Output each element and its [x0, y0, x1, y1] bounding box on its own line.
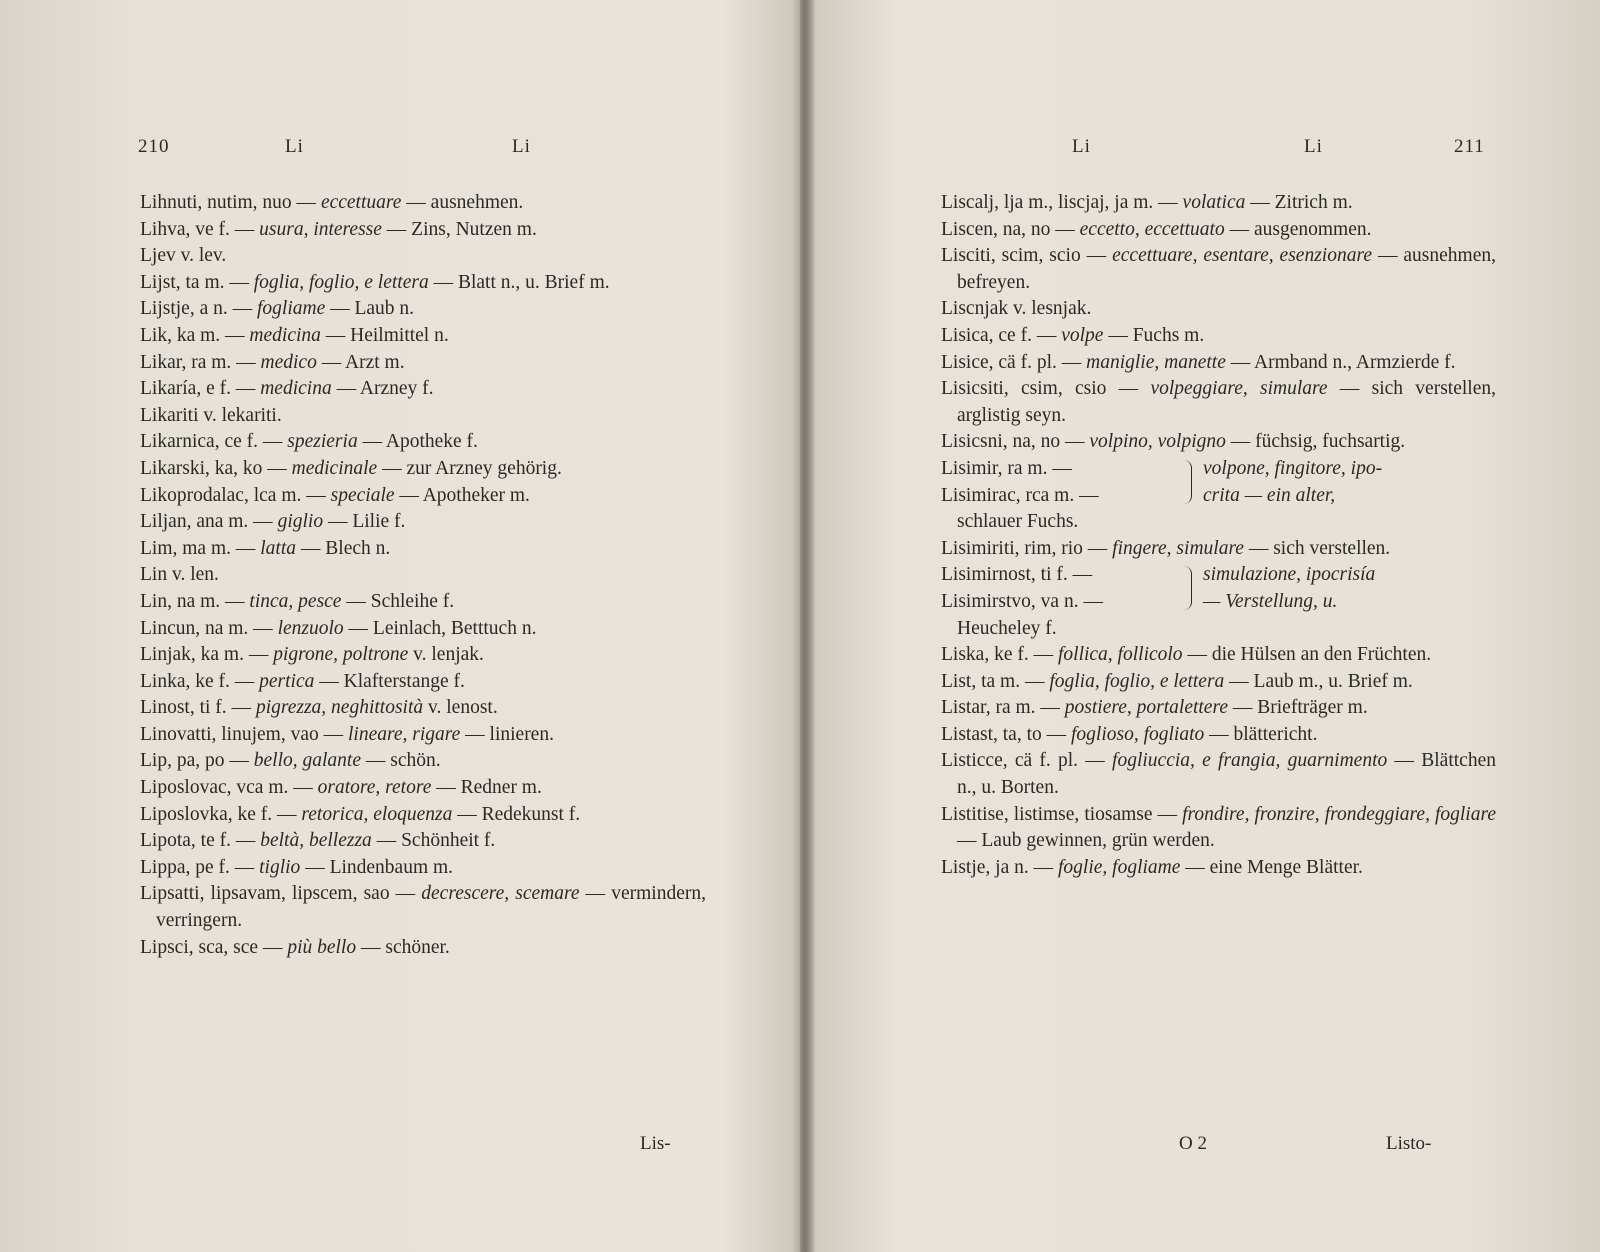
entry-italian: latta: [260, 537, 297, 559]
entry-italian: bello, galante: [253, 750, 361, 772]
entry-german: — Arzney f.: [331, 378, 434, 400]
entry-italian: tiglio: [259, 856, 301, 878]
dictionary-entry: [941, 190, 1496, 217]
entry-italian: retorica, eloquenza: [301, 803, 453, 825]
entry-german: — Zins, Nutzen m.: [381, 218, 537, 240]
entry-grammar: , na m. —: [167, 590, 250, 612]
entry-german: — Fuchs m.: [1103, 324, 1205, 346]
entry-grammar: , ke f. —: [984, 644, 1058, 666]
entry-italian: volpe: [1061, 324, 1104, 346]
left-entries: [140, 190, 706, 961]
entry-group-lisimirnost: [941, 562, 1496, 642]
entry-italian: lenzuolo: [277, 617, 344, 639]
entry-italian: eccettuare: [320, 192, 402, 213]
dictionary-entry: [941, 855, 1496, 882]
entry-grammar: , te f. —: [190, 830, 261, 852]
entry-italian: foglia, foglio, e lettera: [1049, 670, 1225, 692]
entry-german: — füchsig, fuchsartig.: [1225, 431, 1406, 453]
entry-headline: Lisimirac, rca m. —: [941, 484, 1099, 506]
entry-headword: Lik: [140, 324, 168, 346]
entry-italian: maniglie, manette: [1086, 351, 1226, 373]
entry-group-lisimir: [941, 456, 1496, 536]
entry-grammar: v. len.: [167, 564, 219, 586]
signature-mark: O 2: [1179, 1133, 1207, 1154]
entry-grammar: , na, no —: [992, 218, 1080, 240]
dictionary-entry: [140, 642, 706, 669]
entry-headword: Lijst: [140, 271, 176, 293]
entry-grammar: , linujem, vao —: [211, 723, 348, 745]
entry-german: — Redekunst f.: [452, 803, 581, 825]
dictionary-entry: [140, 217, 706, 244]
entry-german: — linieren.: [460, 723, 554, 745]
entry-german: — vermindern, verringern.: [156, 883, 706, 932]
entry-grammar: , ta m. —: [175, 271, 254, 293]
dictionary-entry: [140, 589, 706, 616]
entry-grammar: , ve f. —: [185, 218, 260, 240]
entry-headword: Lijstje: [140, 298, 190, 320]
right-entries: [941, 190, 1496, 881]
entry-grammar: , lipsavam, lipscem, sao —: [199, 883, 422, 905]
dictionary-entry: [140, 669, 706, 696]
book-gutter: [800, 0, 814, 1252]
entry-grammar: , a n. —: [189, 298, 257, 320]
entry-headword: Lipsci: [140, 936, 189, 958]
entry-headword: Likar: [140, 351, 182, 373]
dictionary-entry: [140, 536, 706, 563]
entry-grammar: , ma m. —: [172, 537, 261, 559]
entry-grammar: , pa, po —: [167, 750, 254, 772]
dictionary-entry: [140, 429, 706, 456]
entry-headword: Lisimiriti: [941, 537, 1015, 559]
entry-german: — Klafterstange f.: [314, 670, 465, 692]
entry-grammar: , lja m., liscjaj, ja m. —: [994, 192, 1183, 213]
dictionary-entry: [140, 562, 706, 589]
entry-italian: eccetto, eccettuato: [1079, 218, 1225, 240]
dictionary-entry: [941, 296, 1496, 323]
entry-headword: Liscalj: [941, 192, 995, 213]
entry-german: — ausnehmen, befreyen.: [957, 245, 1496, 293]
entry-headword: Listicce: [941, 750, 1003, 772]
entry-italian: volatica: [1182, 192, 1246, 213]
left-running-head-2: Li: [512, 136, 531, 157]
entry-italian: volpeggiare, simulare: [1150, 378, 1328, 400]
entry-italian: frondire, fronzire, frondeggiare, fogliare: [1182, 803, 1496, 825]
entry-italian: foglia, foglio, e lettera: [253, 271, 429, 293]
entry-italian: foglioso, fogliato: [1071, 723, 1205, 745]
entry-grammar: , e f. —: [196, 378, 261, 400]
entry-headword: Linka: [140, 670, 186, 692]
entry-grammar: , ti f. —: [189, 697, 256, 719]
brace-mark: [1183, 460, 1192, 504]
entry-italian: fingere, simulare: [1112, 537, 1244, 559]
entry-grammar: , ka m. —: [167, 324, 250, 346]
entry-german: — Apotheke f.: [357, 431, 478, 453]
entry-german: v. lenjak.: [408, 644, 484, 666]
dictionary-entry: [941, 350, 1496, 377]
entry-italian: medicina: [260, 378, 332, 400]
entry-italian: usura, interesse: [259, 218, 382, 240]
entry-grammar: , ke f. —: [227, 803, 302, 825]
entry-grammar: , listimse, tiosamse —: [1003, 803, 1183, 825]
entry-italian: lineare, rigare: [347, 723, 461, 745]
entry-german: — Apotheker m.: [394, 484, 530, 506]
dictionary-entry: [140, 243, 706, 270]
entry-continuation: Heucheley f.: [957, 617, 1057, 639]
entry-german: — Heilmittel n.: [320, 324, 449, 346]
entry-grammar: , ra m. —: [181, 351, 261, 373]
entry-german: — Redner m.: [431, 777, 542, 799]
entry-german: — ausgenommen.: [1224, 218, 1372, 240]
left-page-number: 210: [138, 136, 170, 157]
entry-headword: Likarnica: [140, 431, 215, 453]
brace-mark: [1183, 566, 1192, 610]
dictionary-entry: [140, 722, 706, 749]
entry-headword: Lisica: [941, 324, 989, 346]
entry-italian: fogliuccia, e frangia, guarnimento: [1112, 750, 1388, 772]
entry-grammar: v. lev.: [175, 245, 227, 267]
entry-grammar: v. lekariti.: [198, 404, 282, 426]
dictionary-entry: [140, 376, 706, 403]
entry-italian: giglio: [277, 511, 324, 533]
entry-headword: Lin: [140, 564, 168, 586]
dictionary-entry: [140, 616, 706, 643]
entry-italian: medicina: [249, 324, 321, 346]
entry-italian: volpino, volpigno: [1089, 431, 1226, 453]
entry-meaning: simulazione, ipocrisía: [1203, 564, 1376, 586]
entry-headword: List: [941, 670, 972, 692]
dictionary-entry: [140, 935, 706, 962]
dictionary-entry: [941, 217, 1496, 244]
entry-german: — sich verstellen.: [1243, 537, 1391, 559]
dictionary-entry: [140, 350, 706, 377]
entry-headword: Lihnuti: [140, 192, 198, 213]
dictionary-entry: [941, 802, 1496, 855]
entry-grammar: , ce f. —: [988, 324, 1062, 346]
entry-grammar: , ke f. —: [185, 670, 260, 692]
entry-grammar: , pe f. —: [185, 856, 260, 878]
entry-german: — ausnehmen.: [401, 192, 524, 213]
entry-german: — Leinlach, Betttuch n.: [343, 617, 537, 639]
entry-german: — Laub n.: [325, 298, 415, 320]
entry-grammar: , vca m. —: [226, 777, 318, 799]
dictionary-entry: [140, 775, 706, 802]
right-page-number: 211: [1454, 136, 1485, 157]
entry-headword: Liska: [941, 644, 985, 666]
entry-german: — eine Menge Blätter.: [1180, 856, 1363, 878]
entry-german: — Blech n.: [296, 537, 391, 559]
entry-german: — Laub m., u. Brief m.: [1224, 670, 1413, 692]
dictionary-entry: [140, 323, 706, 350]
entry-headline: Lisimirstvo, va n. —: [941, 590, 1103, 612]
entry-grammar: , na m. —: [195, 617, 278, 639]
dictionary-entry: [941, 536, 1496, 563]
entry-grammar: , ja n. —: [985, 856, 1058, 878]
dictionary-entry: [140, 483, 706, 510]
entry-grammar: , csim, csio —: [1003, 378, 1151, 400]
entry-headword: Linjak: [140, 644, 191, 666]
entry-italian: pertica: [259, 670, 315, 692]
entry-headword: Ljev: [140, 245, 176, 267]
dictionary-entry: [140, 881, 706, 934]
right-catchword: Listo-: [1386, 1133, 1432, 1154]
entry-italian: follica, follicolo: [1057, 644, 1183, 666]
entry-headword: Lippa: [140, 856, 186, 878]
entry-meaning: volpone, fingitore, ipo-: [1203, 457, 1383, 479]
entry-headword: Lisice: [941, 351, 989, 373]
left-catchword: Lis-: [640, 1133, 671, 1154]
entry-german: — Schönheit f.: [371, 830, 496, 852]
entry-grammar: , rim, rio —: [1014, 537, 1113, 559]
entry-italian: fogliame: [256, 298, 326, 320]
entry-headword: Likaría: [140, 378, 197, 400]
entry-german: — Blättchen n., u. Borten.: [957, 750, 1496, 799]
entry-headword: Liscen: [941, 218, 993, 240]
entry-headword: Liposlovka: [140, 803, 228, 825]
entry-grammar: , ka, ko —: [204, 457, 292, 479]
entry-german: — blättericht.: [1204, 723, 1318, 745]
dictionary-entry: [140, 403, 706, 430]
dictionary-entry: [941, 376, 1496, 429]
dictionary-entry: [941, 722, 1496, 749]
entry-italian: medicinale: [291, 457, 378, 479]
left-running-head-1: Li: [285, 136, 304, 157]
dictionary-entry: [140, 296, 706, 323]
entry-grammar: , ra m. —: [985, 697, 1065, 719]
dictionary-entry: [140, 802, 706, 829]
entry-headword: Linovatti: [140, 723, 212, 745]
entry-grammar: , sca, sce —: [188, 936, 288, 958]
right-running-head-1: Li: [1072, 136, 1091, 157]
entry-italian: postiere, portalettere: [1064, 697, 1228, 719]
entry-continuation: schlauer Fuchs.: [957, 511, 1079, 533]
entry-grammar: , nutim, nuo —: [197, 192, 321, 213]
entry-italian: più bello: [287, 936, 357, 958]
entry-headword: Lihva: [140, 218, 186, 240]
entry-grammar: , cä f. pl. —: [988, 351, 1087, 373]
dictionary-entry: [140, 509, 706, 536]
entry-italian: spezieria: [287, 431, 358, 453]
entry-headword: Liposlovac: [140, 777, 227, 799]
entry-italian: tinca, pesce: [249, 590, 342, 612]
entry-german: — Briefträger m.: [1228, 697, 1368, 719]
entry-grammar: , na, no —: [1002, 431, 1090, 453]
entry-headword: Lin: [140, 590, 168, 612]
entry-headword: Likarski: [140, 457, 205, 479]
entry-headword: Listitise: [941, 803, 1004, 825]
entry-headword: Lisicsni: [941, 431, 1003, 453]
entry-german: — Armband n., Armzierde f.: [1225, 351, 1456, 373]
entry-headword: Lipsatti: [140, 883, 200, 905]
entry-italian: oratore, retore: [317, 777, 432, 799]
entry-grammar: v. lesnjak.: [1008, 298, 1092, 320]
entry-german: — zur Arzney gehörig.: [377, 457, 562, 479]
entry-headline: Lisimir, ra m. —: [941, 457, 1072, 479]
entry-german: — sich verstellen, arglistig seyn.: [957, 378, 1496, 426]
dictionary-entry: [140, 270, 706, 297]
entry-headword: Liljan: [140, 511, 187, 533]
entry-headword: Lisciti: [941, 245, 991, 267]
entry-german: — schön.: [360, 750, 441, 772]
dictionary-entry: [941, 748, 1496, 801]
entry-meaning: crita — ein alter,: [1203, 484, 1336, 506]
entry-german: — Lindenbaum m.: [300, 856, 454, 878]
dictionary-entry: [140, 456, 706, 483]
entry-german: v. lenost.: [423, 697, 498, 719]
dictionary-entry: [140, 190, 706, 217]
entry-german: — Arzt m.: [316, 351, 405, 373]
entry-german: — schöner.: [356, 936, 450, 958]
entry-headword: Lim: [140, 537, 173, 559]
entry-headword: Lincun: [140, 617, 196, 639]
dictionary-entry: [140, 855, 706, 882]
entry-headword: Likoprodalac: [140, 484, 244, 506]
dictionary-entry: [941, 429, 1496, 456]
entry-headword: Liscnjak: [941, 298, 1009, 320]
entry-grammar: , scim, scio —: [990, 245, 1113, 267]
entry-grammar: , cä f. pl. —: [1002, 750, 1113, 772]
entry-grammar: , ta, to —: [993, 723, 1071, 745]
dictionary-entry: [941, 642, 1496, 669]
entry-german: — Laub gewinnen, grün werden.: [957, 830, 1215, 852]
entry-grammar: , lca m. —: [243, 484, 331, 506]
dictionary-entry: [941, 669, 1496, 696]
entry-grammar: , ta m. —: [971, 670, 1050, 692]
entry-headline: Lisimirnost, ti f. —: [941, 564, 1093, 586]
dictionary-entry: [941, 323, 1496, 350]
dictionary-entry: [941, 243, 1496, 296]
entry-italian: pigrezza, neghittosità: [255, 697, 424, 719]
entry-german: — Blatt n., u. Brief m.: [428, 271, 610, 293]
entry-meaning: — Verstellung, u.: [1203, 590, 1338, 612]
entry-headword: Listast: [941, 723, 993, 745]
right-running-head-2: Li: [1304, 136, 1323, 157]
entry-headword: Listje: [941, 856, 986, 878]
entry-italian: decrescere, scemare: [421, 883, 580, 905]
entry-italian: beltà, bellezza: [260, 830, 372, 852]
entry-italian: pigrone, poltrone: [273, 644, 409, 666]
entry-italian: foglie, fogliame: [1058, 856, 1181, 878]
dictionary-entry: [140, 748, 706, 775]
entry-italian: eccettuare, esentare, esenzionare: [1112, 245, 1372, 267]
entry-italian: speciale: [330, 484, 395, 506]
entry-headword: Lisicsiti: [941, 378, 1004, 400]
entry-headword: Listar: [941, 697, 986, 719]
entry-german: — Lilie f.: [323, 511, 406, 533]
entry-german: — die Hülsen an den Früchten.: [1182, 644, 1432, 666]
entry-grammar: , ana m. —: [186, 511, 278, 533]
entry-headword: Lip: [140, 750, 168, 772]
dictionary-entry: [941, 695, 1496, 722]
entry-italian: medico: [260, 351, 317, 373]
entry-grammar: , ka m. —: [190, 644, 274, 666]
entry-german: — Schleihe f.: [341, 590, 455, 612]
entry-headword: Likariti: [140, 404, 199, 426]
entry-headword: Lipota: [140, 830, 191, 852]
dictionary-entry: [140, 695, 706, 722]
entry-headword: Linost: [140, 697, 190, 719]
right-page: [814, 0, 1600, 1252]
entry-german: — Zitrich m.: [1245, 192, 1353, 213]
dictionary-entry: [140, 828, 706, 855]
entry-grammar: , ce f. —: [214, 431, 288, 453]
